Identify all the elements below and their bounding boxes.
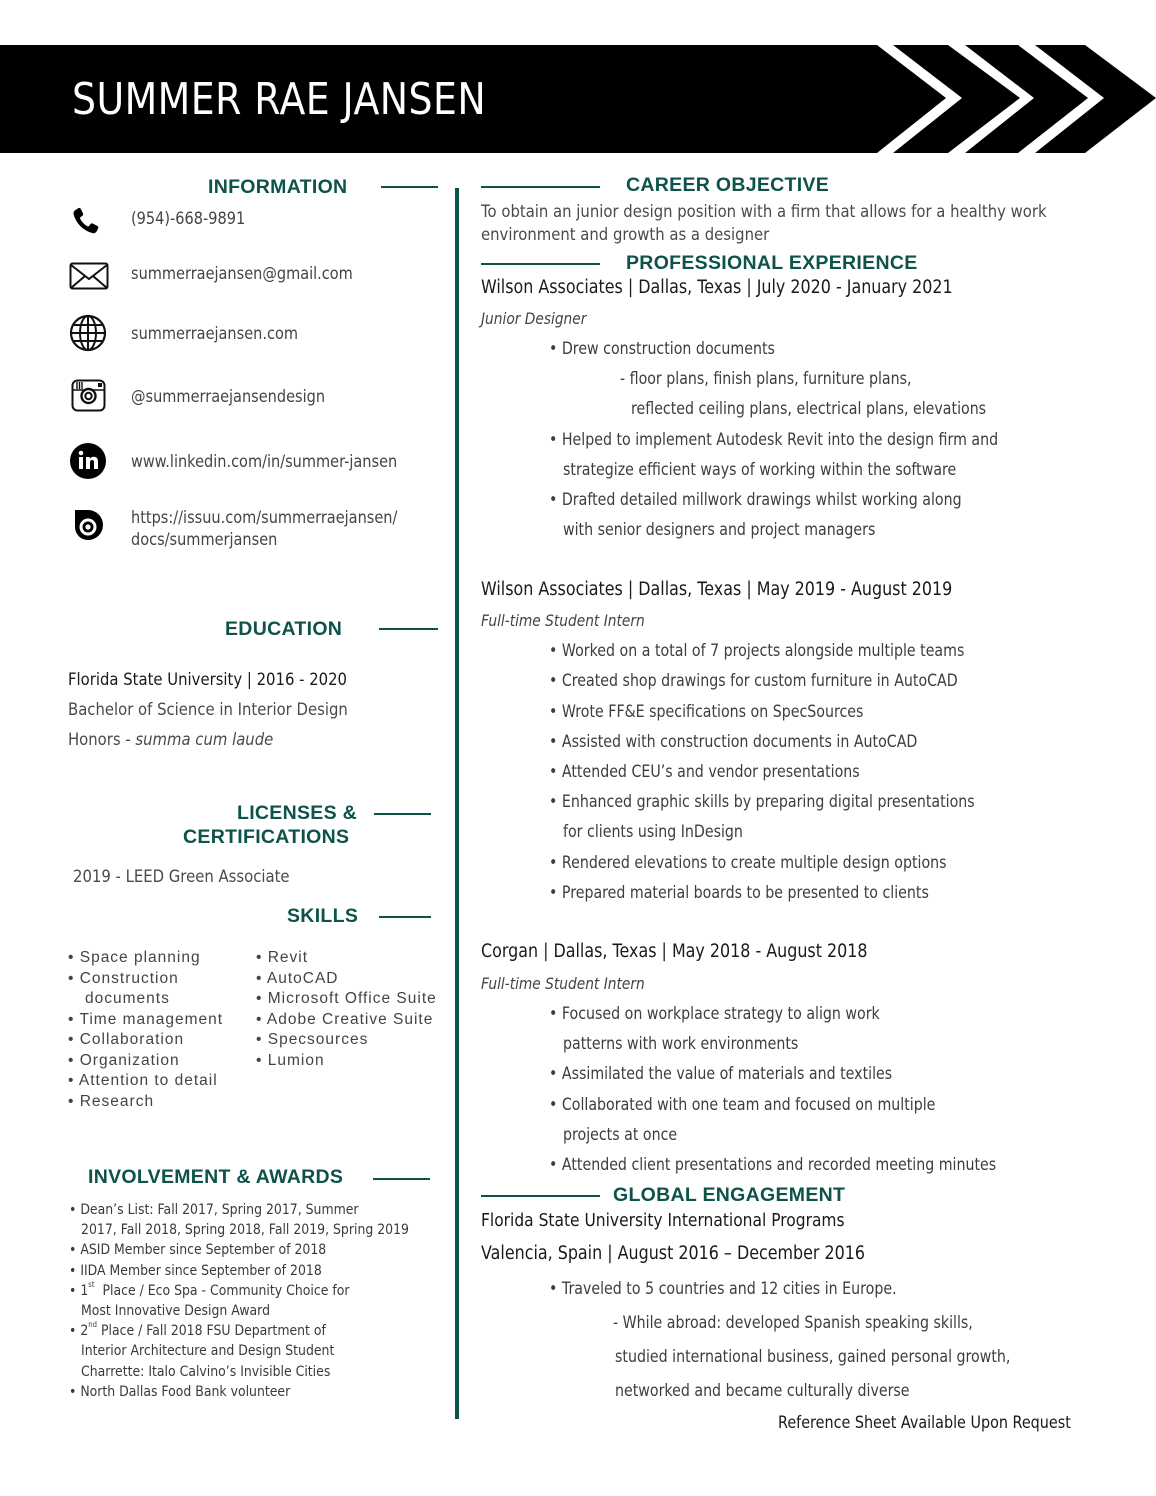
award-item: Interior Architecture and Design Student <box>81 1343 335 1360</box>
job-bullet: reflected ceiling plans, electrical plans, elevations <box>631 399 987 418</box>
candidate-name: SUMMER RAE JANSEN <box>72 74 487 125</box>
global-bullet: studied international business, gained personal growth, <box>615 1347 1011 1366</box>
award-item: • IIDA Member since September of 2018 <box>69 1262 322 1279</box>
job-title: Wilson Associates | Dallas, Texas | May 2019 - August 2019 <box>481 579 953 600</box>
job-bullet: • Prepared material boards to be presented to clients <box>549 883 929 902</box>
career-objective-line2: environment and growth as a designer <box>481 225 770 244</box>
global-location: Valencia, Spain | August 2016 – December 2016 <box>481 1243 866 1264</box>
job-role: Full-time Student Intern <box>481 974 645 993</box>
skill-item: documents <box>85 990 170 1007</box>
job-bullet: • Focused on workplace strategy to align work <box>549 1004 880 1023</box>
email-link[interactable]: summerraejansen@gmail.com <box>131 264 353 283</box>
issuu-link[interactable] <box>131 507 397 551</box>
skill-item: • Organization <box>68 1051 180 1069</box>
column-divider <box>455 188 459 1419</box>
job-bullet: • Drew construction documents <box>549 339 775 358</box>
skill-item: • AutoCAD <box>256 969 339 987</box>
education-honors <box>68 730 273 749</box>
heading-rule <box>373 1178 430 1180</box>
honors-value: summa cum laude <box>135 730 274 749</box>
job-bullet: - floor plans, finish plans, furniture plans, <box>620 369 912 388</box>
issuu-link-line2: docs/summerjansen <box>131 530 278 549</box>
instagram-handle[interactable]: @summerraejansendesign <box>131 387 326 406</box>
issuu-link-line1: https://issuu.com/summerraejansen/ <box>131 508 398 527</box>
involvement-heading: INVOLVEMENT & AWARDS <box>88 1166 344 1188</box>
job-bullet: patterns with work environments <box>563 1034 799 1053</box>
education-heading: EDUCATION <box>225 618 343 640</box>
education-degree: Bachelor of Science in Interior Design <box>68 700 348 719</box>
skills-heading: SKILLS <box>287 905 359 927</box>
heading-rule <box>379 916 431 918</box>
skill-item: • Collaboration <box>68 1031 185 1048</box>
issuu-icon <box>73 508 103 542</box>
job-bullet: • Attended client presentations and recorded meeting minutes <box>549 1155 997 1174</box>
reference-note: Reference Sheet Available Upon Request <box>778 1413 1071 1432</box>
heading-rule <box>379 628 438 630</box>
linkedin-icon <box>70 443 106 479</box>
award-item: • North Dallas Food Bank volunteer <box>69 1383 291 1400</box>
skill-item: • Microsoft Office Suite <box>256 990 437 1007</box>
experience-heading: PROFESSIONAL EXPERIENCE <box>626 252 918 274</box>
job-role: Full-time Student Intern <box>481 611 645 630</box>
skill-item: • Revit <box>256 949 309 966</box>
award-item: • ASID Member since September of 2018 <box>69 1242 327 1259</box>
skill-item: • Research <box>68 1092 155 1110</box>
licenses-heading-line2: CERTIFICATIONS <box>183 826 350 848</box>
heading-rule <box>481 186 600 188</box>
job-bullet: • Drafted detailed millwork drawings whilst working along <box>549 490 962 509</box>
education-school: Florida State University | 2016 - 2020 <box>68 670 347 689</box>
skill-item: • Specsources <box>256 1031 369 1048</box>
job-bullet: with senior designers and project managers <box>563 520 876 539</box>
involvement-list <box>69 1200 409 1402</box>
award-item: Most Innovative Design Award <box>81 1303 270 1320</box>
job-bullet: • Assisted with construction documents in AutoCAD <box>549 732 918 751</box>
skill-item: • Construction <box>68 969 179 987</box>
job-bullet: strategize efficient ways of working within the software <box>563 460 957 479</box>
licenses-heading-line1: LICENSES & <box>237 802 358 824</box>
globe-icon <box>69 314 107 352</box>
job-bullet: projects at once <box>563 1125 678 1144</box>
heading-rule <box>481 1195 600 1197</box>
job-bullet: • Collaborated with one team and focused on multiple <box>549 1095 936 1114</box>
job-bullet: • Enhanced graphic skills by preparing digital presentations <box>549 792 975 811</box>
job-bullet: • Helped to implement Autodesk Revit into the design firm and <box>549 430 999 449</box>
award-item: Charrette: Italo Calvino’s Invisible Cities <box>81 1363 331 1380</box>
linkedin-link[interactable]: www.linkedin.com/in/summer-jansen <box>131 452 398 471</box>
award-item: • Dean’s List: Fall 2017, Spring 2017, Summer <box>69 1202 359 1218</box>
heading-rule <box>381 186 438 188</box>
information-heading: INFORMATION <box>208 176 348 198</box>
website-link[interactable]: summerraejansen.com <box>131 324 298 343</box>
job-title: Wilson Associates | Dallas, Texas | July 2020 - January 2021 <box>481 277 953 298</box>
skill-item: • Lumion <box>256 1051 325 1069</box>
career-objective-heading: CAREER OBJECTIVE <box>626 174 830 196</box>
skill-item: • Attention to detail <box>68 1072 218 1089</box>
award-item: • 2nd Place / Fall 2018 FSU Department of <box>69 1320 326 1340</box>
job-bullet: • Created shop drawings for custom furniture in AutoCAD <box>549 671 958 690</box>
award-item: • 1st Place / Eco Spa - Community Choice for <box>69 1279 350 1299</box>
job-bullet: • Assimilated the value of materials and textiles <box>549 1064 893 1083</box>
job-bullet: • Worked on a total of 7 projects alongside multiple teams <box>549 641 965 660</box>
job-bullet: • Rendered elevations to create multiple design options <box>549 853 947 872</box>
job-role: Junior Designer <box>481 309 587 328</box>
envelope-icon <box>69 262 109 290</box>
skill-item: • Adobe Creative Suite <box>256 1010 434 1028</box>
phone-number[interactable]: (954)-668-9891 <box>131 209 246 228</box>
skills-list-general <box>68 948 223 1112</box>
global-bullet: • Traveled to 5 countries and 12 cities in Europe. <box>549 1279 897 1298</box>
career-objective-line1: To obtain an junior design position with a firm that allows for a healthy work <box>481 202 1047 221</box>
job-bullet: • Wrote FF&E specifications on SpecSources <box>549 702 864 721</box>
phone-icon <box>69 205 103 239</box>
skill-item: • Time management <box>68 1010 224 1028</box>
global-bullet: - While abroad: developed Spanish speaking skills, <box>613 1313 973 1332</box>
global-bullet: networked and became culturally diverse <box>615 1381 910 1400</box>
job-bullet: for clients using InDesign <box>563 822 743 841</box>
award-item: 2017, Fall 2018, Spring 2018, Fall 2019, Spring 2019 <box>81 1222 409 1239</box>
license-item: 2019 - LEED Green Associate <box>73 867 290 886</box>
global-program: Florida State University International Programs <box>481 1210 845 1231</box>
heading-rule <box>481 263 600 265</box>
skill-item: • Space planning <box>68 949 201 966</box>
heading-rule <box>374 813 431 815</box>
global-engagement-heading: GLOBAL ENGAGEMENT <box>613 1184 846 1206</box>
instagram-icon <box>71 379 106 412</box>
job-title: Corgan | Dallas, Texas | May 2018 - August 2018 <box>481 941 868 962</box>
job-bullet: • Attended CEU’s and vendor presentations <box>549 762 860 781</box>
skills-list-software <box>256 948 437 1071</box>
honors-label: Honors - <box>68 730 136 749</box>
